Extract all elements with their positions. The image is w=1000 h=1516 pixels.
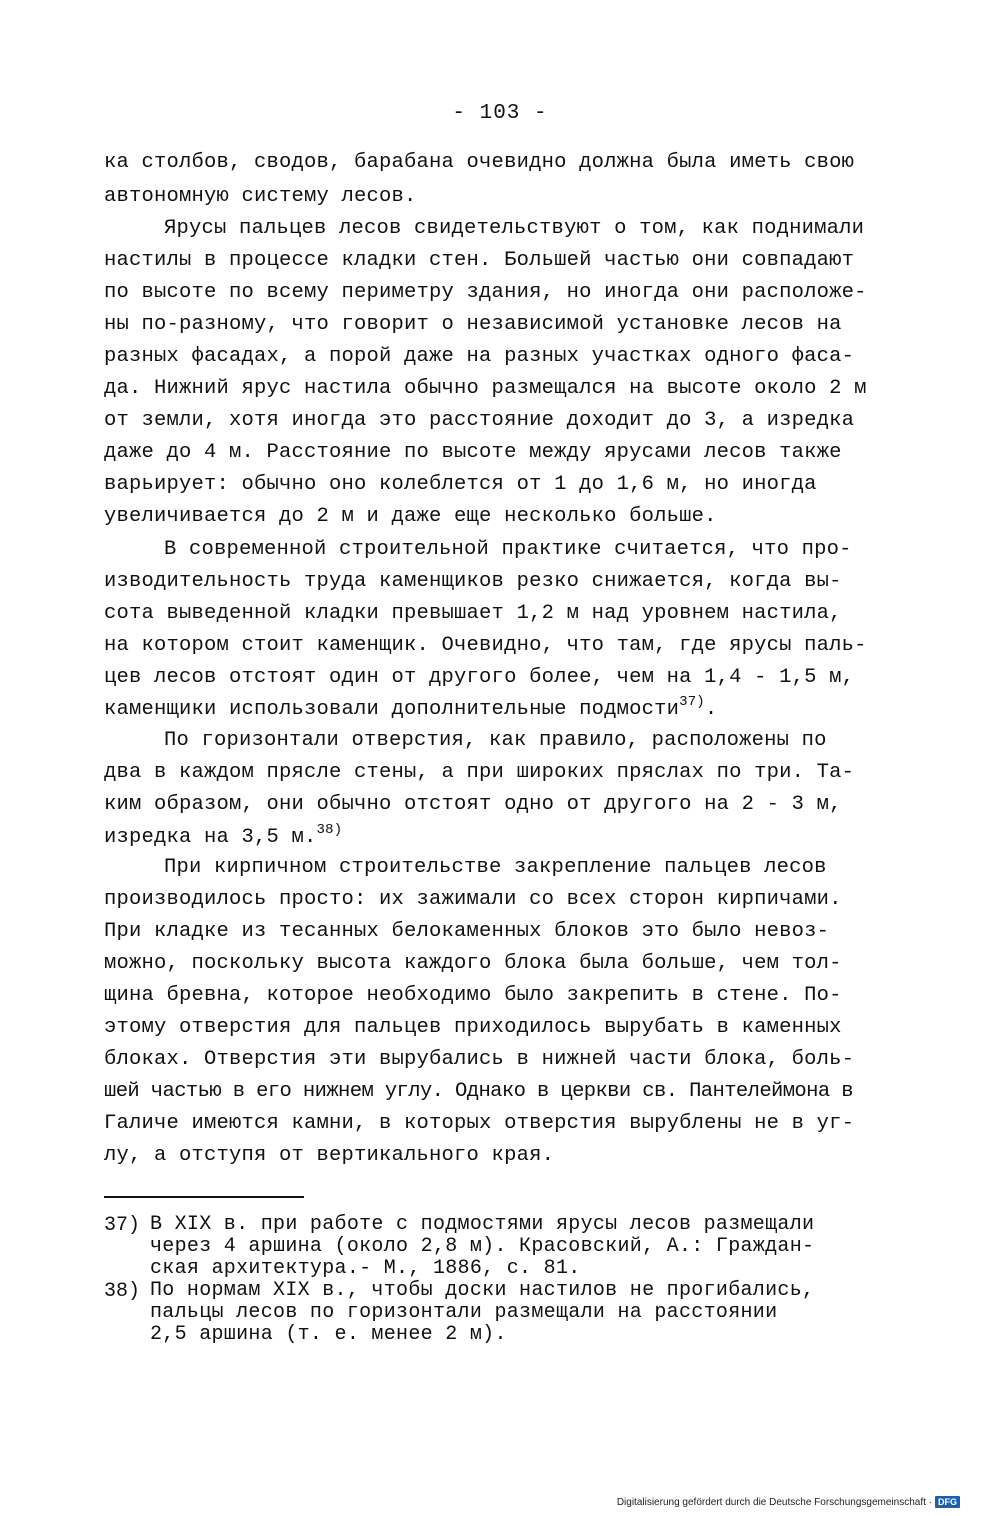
body-line: да. Нижний ярус настила обычно размещался на высоте около 2 м [104, 377, 867, 400]
body-line: Галиче имеются камни, в которых отверстия вырублены не в уг- [104, 1112, 855, 1135]
body-line: В современной строительной практике считается, что про- [164, 538, 852, 561]
footnote-line: В XIX в. при работе с подмостями ярусы лесов размещали [150, 1213, 815, 1236]
page-number: - 103 - [452, 102, 548, 125]
body-line: производилось просто: их зажимали со всех сторон кирпичами. [104, 888, 842, 911]
body-line: автономную систему лесов. [104, 185, 417, 208]
footnote-line: По нормам XIX в., чтобы доски настилов не прогибались, [150, 1279, 815, 1302]
body-line: Ярусы пальцев лесов свидетельствуют о том, как поднимали [164, 217, 865, 240]
body-line: шей частью в его нижнем углу. Однако в церкви св. Пантелеймона в [104, 1080, 853, 1103]
body-line-text: изредка на 3,5 м. [104, 826, 317, 849]
dfg-logo: DFG [935, 1496, 960, 1508]
body-line: разных фасадах, а порой даже на разных участках одного фаса- [104, 345, 855, 368]
body-line: щина бревна, которое необходимо было закрепить в стене. По- [104, 984, 842, 1007]
body-line-with-note [104, 694, 718, 722]
footnote-marker-38: 38) [104, 1280, 141, 1303]
body-line: увеличивается до 2 м и даже еще несколько больше. [104, 505, 717, 528]
body-line: цев лесов отстоят один от другого более, чем на 1,4 - 1,5 м, [104, 666, 855, 689]
body-line: По горизонтали отверстия, как правило, расположены по [164, 729, 827, 752]
footnote-line: через 4 аршина (около 2,8 м). Красовский, А.: Граждан- [150, 1235, 815, 1258]
body-line: на котором стоит каменщик. Очевидно, что там, где ярусы паль- [104, 634, 867, 657]
body-line-text: каменщики использовали дополнительные подмости [104, 698, 680, 721]
sentence-end: . [704, 698, 718, 721]
body-line: ка столбов, сводов, барабана очевидно должна была иметь свою [104, 151, 855, 174]
body-line: можно, поскольку высота каждого блока была больше, чем тол- [104, 952, 842, 975]
body-line: При кирпичном строительстве закрепление пальцев лесов [164, 856, 827, 879]
body-line: лу, а отступя от вертикального края. [104, 1144, 555, 1167]
body-line: При кладке из тесанных белокаменных блоков это было невоз- [104, 920, 830, 943]
body-line-with-note [104, 822, 343, 850]
footnote-line: пальцы лесов по горизонтали размещали на расстоянии [150, 1301, 778, 1324]
body-line: ким образом, они обычно отстоят одно от другого на 2 - 3 м, [104, 793, 842, 816]
footnote-ref-38: 38) [316, 822, 343, 838]
footnote-marker-37: 37) [104, 1214, 141, 1237]
body-line: по высоте по всему периметру здания, но иногда они расположе- [104, 281, 867, 304]
body-line: настилы в процессе кладки стен. Большей частью они совпадают [104, 249, 855, 272]
body-line: от земли, хотя иногда это расстояние доходит до 3, а изредка [104, 409, 855, 432]
footnote-line: 2,5 аршина (т. е. менее 2 м). [150, 1323, 507, 1346]
body-line: изводительность труда каменщиков резко снижается, когда вы- [104, 570, 842, 593]
digitization-footer [617, 1496, 960, 1508]
body-line: сота выведенной кладки превышает 1,2 м над уровнем настила, [104, 602, 842, 625]
footnote-separator [104, 1196, 304, 1198]
footnote-line: ская архитектура.- М., 1886, с. 81. [150, 1257, 581, 1280]
body-line: варьирует: обычно оно колеблется от 1 до 1,6 м, но иногда [104, 473, 817, 496]
body-line: этому отверстия для пальцев приходилось вырубать в каменных [104, 1016, 842, 1039]
body-line: два в каждом прясле стены, а при широких пряслах по три. Та- [104, 761, 855, 784]
body-line: ны по-разному, что говорит о независимой установке лесов на [104, 313, 842, 336]
body-line: даже до 4 м. Расстояние по высоте между ярусами лесов также [104, 441, 842, 464]
body-line: блоках. Отверстия эти вырубались в нижней части блока, боль- [104, 1048, 855, 1071]
footnote-ref-37: 37) [679, 694, 705, 710]
footer-text: Digitalisierung gefördert durch die Deutsche Forschungsgemeinschaft · [616, 1496, 932, 1508]
